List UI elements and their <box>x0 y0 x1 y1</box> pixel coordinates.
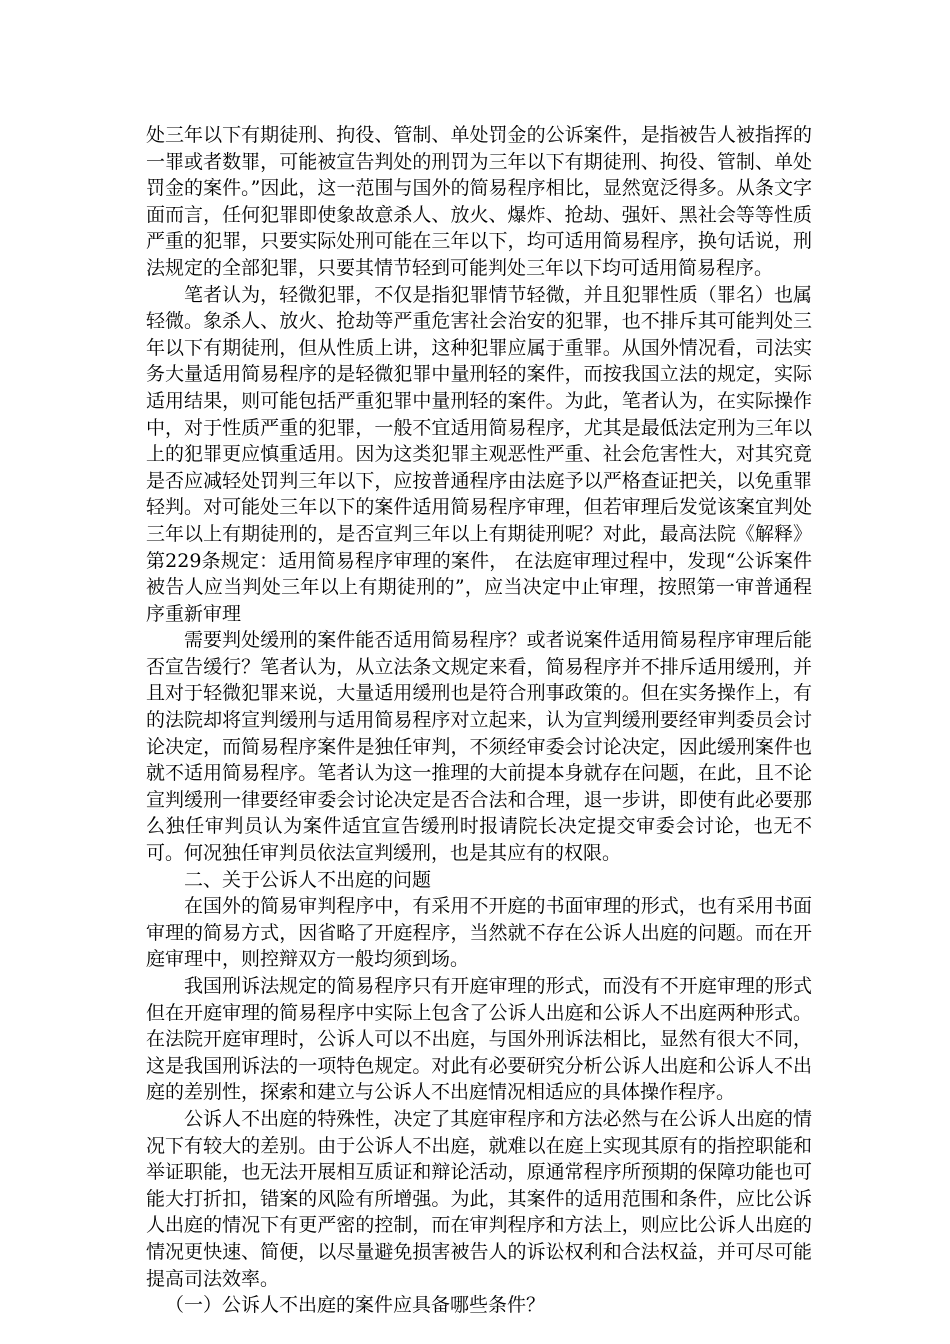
paragraph-domestic-procedure: 我国刑诉法规定的简易程序只有开庭审理的形式，而没有不开庭审理的形式但在开庭审理的简易程序中实际上包含了公诉人出庭和公诉人不出庭两种形式。在法院开庭审理时，公诉人可以不出庭，与国外刑诉法相比，显然有很大不同，这是我国刑诉法的一项特色规定。对此有必要研究分析公诉人出庭和公诉人不出庭的差别性，探索和建立与公诉人不出庭情况相适应的具体操作程序。 <box>146 975 812 1104</box>
paragraph-foreign-procedure: 在国外的简易审判程序中，有采用不开庭的书面审理的形式，也有采用书面审理的简易方式，因省略了开庭程序，当然就不存在公诉人出庭的问题。而在开庭审理中，则控辩双方一般均须到场。 <box>146 895 812 971</box>
paragraph-prosecutor-absence: 公诉人不出庭的特殊性，决定了其庭审程序和方法必然与在公诉人出庭的情况下有较大的差别。由于公诉人不出庭，就难以在庭上实现其原有的指控职能和举证职能，也无法开展相互质证和辩论活动，原通常程序所预期的保障功能也可能大打折扣，错案的风险有所增强。为此，其案件的适用范围和条件，应比公诉人出庭的情况下有更严密的控制，而在审判程序和方法上，则应比公诉人出庭的情况更快速、简便，以尽量避免损害被告人的诉讼权利和合法权益，并可尽可能提高司法效率。 <box>146 1107 812 1290</box>
section-heading: 二、关于公诉人不出庭的问题 <box>184 868 432 891</box>
subsection-heading: （一）公诉人不出庭的案件应具备哪些条件？ <box>165 1294 546 1317</box>
paragraph-probation: 需要判处缓刑的案件能否适用简易程序？或者说案件适用简易程序审理后能否宣告缓行？笔者认为，从立法条文规定来看，简易程序并不排斥适用缓刑，并且对于轻微犯罪来说，大量适用缓刑也是符合刑事政策的。但在实务操作上，有的法院却将宣判缓刑与适用简易程序对立起来，认为宣判缓刑要经审判委员会讨论决定，而简易程序案件是独任审判，不须经审委会讨论决定，因此缓刑案件也就不适用简易程序。笔者认为这一推理的大前提本身就存在问题，在此，且不论宣判缓刑一律要经审委会讨论决定是否合法和合理，退一步讲，即使有此必要那么独任审判员认为案件适宜宣告缓刑时报请院长决定提交审委会讨论，也无不可。何况独任审判员依法宣判缓刑，也是其应有的权限。 <box>146 629 812 865</box>
paragraph-continuation: 处三年以下有期徒刑、拘役、管制、单处罚金的公诉案件，是指被告人被指挥的一罪或者数罪，可能被宣告判处的刑罚为三年以下有期徒刑、拘役、管制、单处罚金的案件。”因此，这一范围与国外的简易程序相比，显然宽泛得多。从条文字面而言，任何犯罪即使象故意杀人、放火、爆炸、抢劫、强奸、黑社会等等性质严重的犯罪，只要实际处刑可能在三年以下，均可适用简易程序，换句话说，刑法规定的全部犯罪，只要其情节轻到可能判处三年以下均可适用简易程序。 <box>146 124 812 279</box>
paragraph-minor-crime: 笔者认为，轻微犯罪，不仅是指犯罪情节轻微，并且犯罪性质（罪名）也属轻微。象杀人、放火、抢劫等严重危害社会治安的犯罪，也不排斥其可能判处三年以下有期徒刑，但从性质上讲，这种犯罪应属于重罪。从国外情况看，司法实务大量适用简易程序的是轻微犯罪中量刑轻的案件，而按我国立法的规定，实际适用结果，则可能包括严重犯罪中量刑轻的案件。为此，笔者认为，在实际操作中，对于性质严重的犯罪，一般不宜适用简易程序，尤其是最低法定刑为三年以上的犯罪更应慎重适用。因为这类犯罪主观恶性严重、社会危害性大，对其究竟是否应减轻处罚判三年以下，应按普通程序由法庭予以严格查证把关，以免重罪轻判。对可能处三年以下的案件适用简易程序审理，但若审理后发觉该案宜判处三年以上有期徒刑的，是否宣判三年以上有期徒刑呢？对此，最高法院《解释》第229条规定：适用简易程序审理的案件， 在法庭审理过程中，发现“公诉案件被告人应当判处三年以上有期徒刑的”，应当决定中止审理，按照第一审普通程序重新审理 <box>146 283 812 625</box>
document-body <box>146 122 812 1319</box>
